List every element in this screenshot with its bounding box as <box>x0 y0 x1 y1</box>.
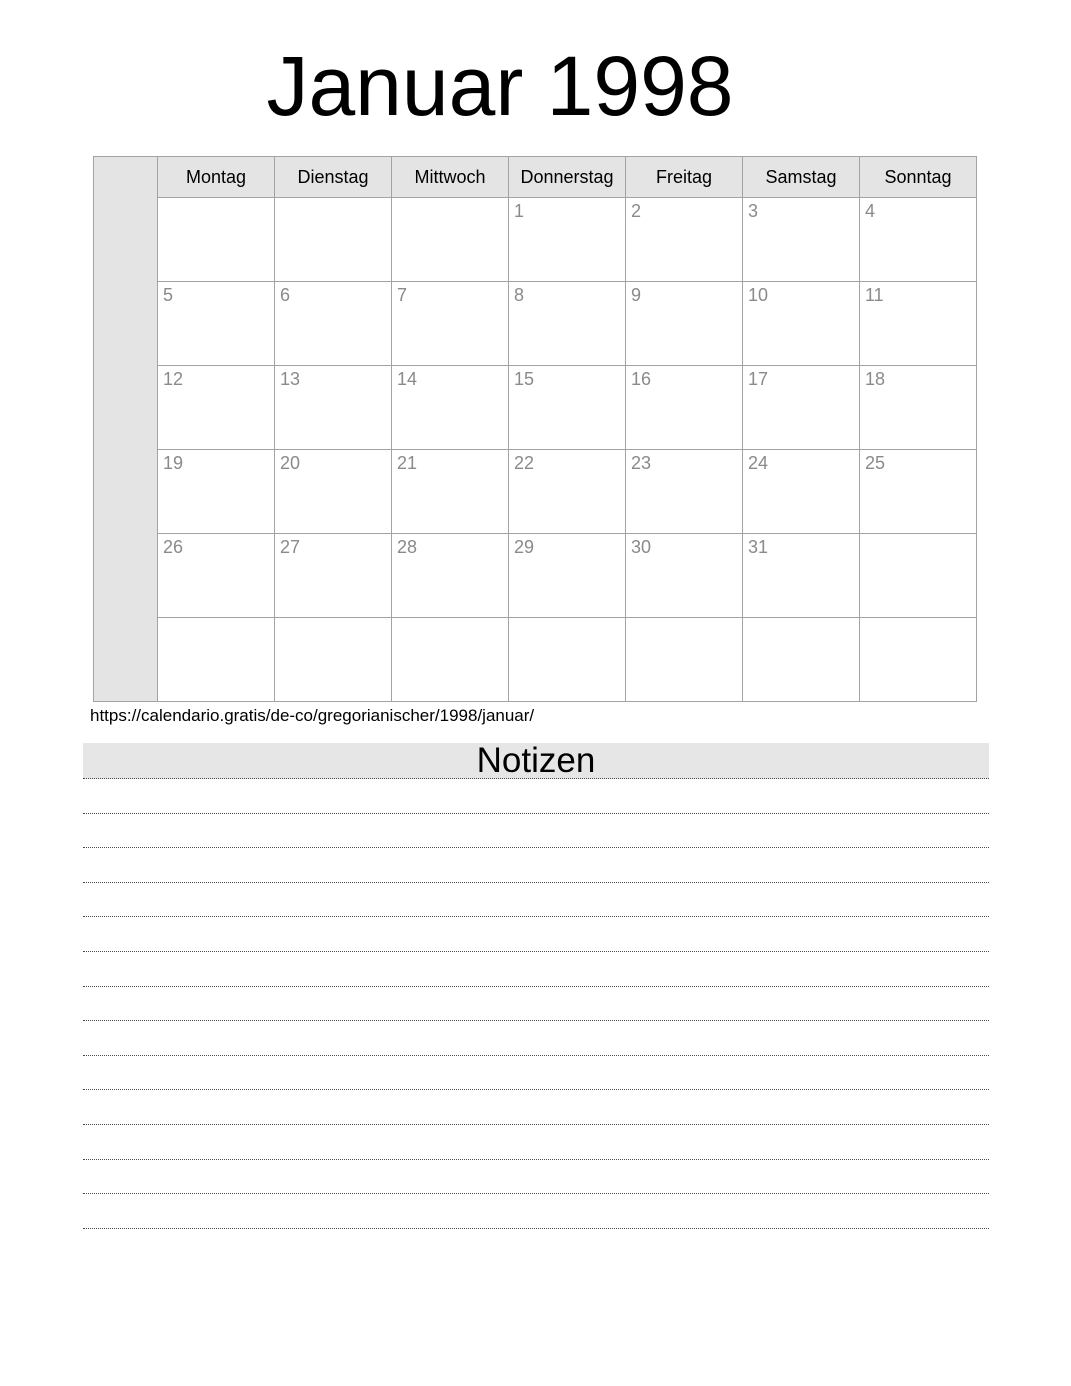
day-cell-empty <box>509 618 626 702</box>
day-cell-empty <box>860 618 977 702</box>
day-cell-17: 17 <box>743 366 860 450</box>
day-cell-empty <box>275 198 392 282</box>
day-cell-3: 3 <box>743 198 860 282</box>
weekday-header-row <box>94 157 977 198</box>
day-cell-30: 30 <box>626 534 743 618</box>
note-ruled-line-13 <box>83 1194 989 1229</box>
day-cell-15: 15 <box>509 366 626 450</box>
day-cell-26: 26 <box>158 534 275 618</box>
day-header-donnerstag: Donnerstag <box>509 157 626 198</box>
day-cell-29: 29 <box>509 534 626 618</box>
day-cell-4: 4 <box>860 198 977 282</box>
day-cell-empty <box>158 618 275 702</box>
day-cell-5: 5 <box>158 282 275 366</box>
week-row-6 <box>94 618 977 702</box>
day-cell-28: 28 <box>392 534 509 618</box>
day-cell-16: 16 <box>626 366 743 450</box>
day-cell-20: 20 <box>275 450 392 534</box>
note-ruled-line-12 <box>83 1160 989 1195</box>
note-ruled-line-10 <box>83 1090 989 1125</box>
day-cell-2: 2 <box>626 198 743 282</box>
day-cell-7: 7 <box>392 282 509 366</box>
notes-lines <box>83 779 989 1229</box>
notes-header: Notizen <box>83 743 989 779</box>
day-header-freitag: Freitag <box>626 157 743 198</box>
day-cell-empty <box>275 618 392 702</box>
day-header-montag: Montag <box>158 157 275 198</box>
day-cell-27: 27 <box>275 534 392 618</box>
note-ruled-line-1 <box>83 779 989 814</box>
day-cell-empty <box>860 534 977 618</box>
week-row-2 <box>94 282 977 366</box>
day-header-mittwoch: Mittwoch <box>392 157 509 198</box>
day-cell-empty <box>626 618 743 702</box>
note-ruled-line-9 <box>83 1056 989 1091</box>
note-ruled-line-4 <box>83 883 989 918</box>
day-cell-10: 10 <box>743 282 860 366</box>
week-row-5 <box>94 534 977 618</box>
calendar-body <box>94 157 977 702</box>
note-ruled-line-2 <box>83 814 989 849</box>
week-row-4 <box>94 450 977 534</box>
day-header-sonntag: Sonntag <box>860 157 977 198</box>
week-row-3 <box>94 366 977 450</box>
day-cell-6: 6 <box>275 282 392 366</box>
day-cell-empty <box>158 198 275 282</box>
day-cell-12: 12 <box>158 366 275 450</box>
note-ruled-line-7 <box>83 987 989 1022</box>
source-url: https://calendario.gratis/de-co/gregorianischer/1998/januar/ <box>90 706 535 725</box>
day-cell-9: 9 <box>626 282 743 366</box>
day-cell-22: 22 <box>509 450 626 534</box>
day-cell-25: 25 <box>860 450 977 534</box>
note-ruled-line-6 <box>83 952 989 987</box>
day-cell-24: 24 <box>743 450 860 534</box>
day-cell-13: 13 <box>275 366 392 450</box>
day-cell-empty <box>392 618 509 702</box>
day-cell-18: 18 <box>860 366 977 450</box>
page-title: Januar 1998 <box>266 39 734 133</box>
day-cell-23: 23 <box>626 450 743 534</box>
day-cell-19: 19 <box>158 450 275 534</box>
note-ruled-line-11 <box>83 1125 989 1160</box>
day-header-samstag: Samstag <box>743 157 860 198</box>
day-cell-1: 1 <box>509 198 626 282</box>
notes-section <box>83 743 989 1229</box>
title-area <box>0 0 1000 133</box>
calendar-left-gutter <box>94 157 158 702</box>
day-cell-empty <box>392 198 509 282</box>
note-ruled-line-5 <box>83 917 989 952</box>
note-ruled-line-8 <box>83 1021 989 1056</box>
day-cell-11: 11 <box>860 282 977 366</box>
day-cell-8: 8 <box>509 282 626 366</box>
day-cell-14: 14 <box>392 366 509 450</box>
day-header-dienstag: Dienstag <box>275 157 392 198</box>
day-cell-31: 31 <box>743 534 860 618</box>
note-ruled-line-3 <box>83 848 989 883</box>
day-cell-empty <box>743 618 860 702</box>
calendar-table <box>93 156 977 702</box>
week-row-1 <box>94 198 977 282</box>
day-cell-21: 21 <box>392 450 509 534</box>
